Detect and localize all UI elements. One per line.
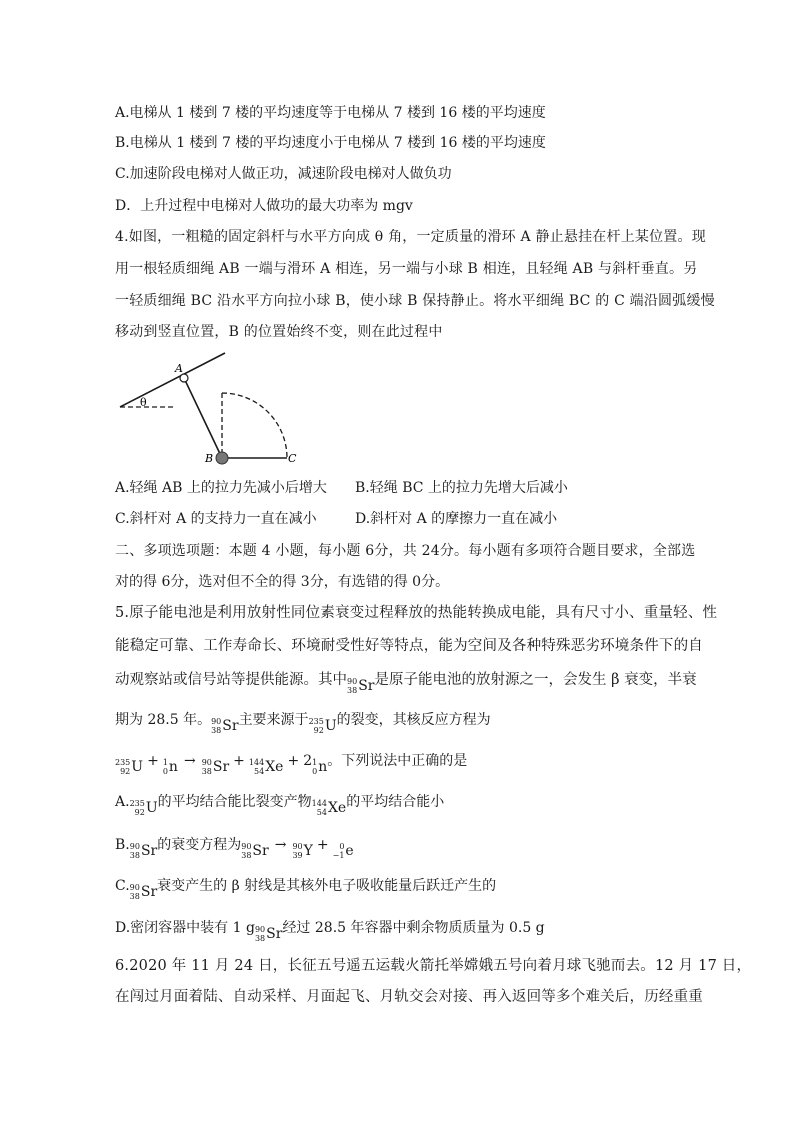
- ring-a: [180, 374, 188, 382]
- q5-line-3-pre: 动观察站或信号站等提供能源。其中: [115, 672, 347, 688]
- q4-option-b: B.轻绳 BC 上的拉力先增大后减小: [355, 480, 568, 496]
- q3-option-b: B.电梯从 1 楼到 7 楼的平均速度小于电梯从 7 楼到 16 楼的平均速度: [115, 135, 546, 151]
- label-a: A: [175, 362, 183, 375]
- nuclide-u: 235 92 U: [115, 758, 144, 776]
- nuclide-u: 235 92 U: [129, 799, 158, 817]
- nuclide-sr: 90 38 Sr: [129, 842, 158, 860]
- nuclide-sr: 90 38 Sr: [129, 883, 158, 901]
- q5-line-4: 期为 28.5 年。 90 38 Sr 主要来源于 235 92 U 的裂变，其核反应方程为: [115, 712, 491, 735]
- section2-line-2: 对的得 6分，选对但不全的得 3分，有选错的得 0分。: [115, 574, 450, 590]
- q5-option-c: C. 90 38 Sr 衰变产生的 β 射线是其核外电子吸收能量后跃迁产生的: [115, 878, 497, 901]
- q4-stem-line-2: 用一根轻质细绳 AB 一端与滑环 A 相连，另一端与小球 B 相连，且轻绳 AB 与斜杆垂直。另: [115, 261, 698, 277]
- nuclide-sr: 90 38 Sr: [211, 717, 239, 735]
- q3-option-a: A.电梯从 1 楼到 7 楼的平均速度等于电梯从 7 楼到 16 楼的平均速度: [115, 105, 546, 121]
- nuclide-xe: 144 54 Xe: [311, 799, 347, 817]
- nuclide-xe: 144 54 Xe: [248, 758, 284, 776]
- section2-line-1: 二、多项选项题：本题 4 小题，每小题 6分，共 24分。每小题有多项符合题目要求，全部选: [115, 543, 696, 559]
- ball-b: [216, 452, 228, 464]
- q4-option-c: C.斜杆对 A 的支持力一直在减小: [115, 511, 317, 527]
- q4-figure: [110, 345, 310, 470]
- q4-stem-line-3: 一轻质细绳 BC 沿水平方向拉小球 B，使小球 B 保持静止。将水平细绳 BC 的 C 端沿圆弧缓慢: [115, 293, 715, 309]
- nuclide-sr: 90 38 Sr: [347, 677, 375, 695]
- nuclide-sr: 90 38 Sr: [241, 842, 269, 860]
- q5-line-3-post: 是原子能电池的放射源之一，会发生 β 衰变，半衰: [374, 672, 697, 688]
- incline-rod: [120, 353, 225, 407]
- q4-stem-line-1: 4.如图，一粗糙的固定斜杆与水平方向成 θ 角，一定质量的滑环 A 静止悬挂在杆上某位置。现: [115, 229, 706, 245]
- q6-line-1: 6.2020 年 11 月 24 日，长征五号遥五运载火箭托举嫦娥五号向着月球飞驰而去。12 月 17 日，: [115, 958, 752, 974]
- label-b: B: [205, 452, 214, 465]
- q5-option-b: B. 90 38 Sr 的衰变方程为 90 38 Sr → 90 39 Y + 0 −1 e: [115, 837, 354, 860]
- q4-option-a: A.轻绳 AB 上的拉力先减小后增大: [115, 480, 327, 496]
- label-c: C: [288, 452, 297, 465]
- q5-line-3: [115, 670, 697, 696]
- arc-path-dashed: [222, 393, 287, 458]
- q3-option-c: C.加速阶段电梯对人做正功，减速阶段电梯对人做负功: [115, 166, 452, 182]
- nuclide-n: 1 0 n: [162, 758, 178, 776]
- nuclide-e: 0 −1 e: [332, 842, 354, 860]
- q3-option-d: D．上升过程中电梯对人做功的最大功率为 mgv: [115, 198, 413, 214]
- q5-reaction-equation: 235 92 U + 1 0 n → 90 38 Sr + 144 54 Xe + 2 1 0 n 。下列说法中正确的是: [115, 753, 468, 776]
- nuclide-n: 1 0 n: [312, 758, 328, 776]
- nuclide-u: 235 92 U: [308, 717, 337, 735]
- q6-line-2: 在闯过月面着陆、自动采样、月面起飞、月轨交会对接、再入返回等多个难关后，历经重重: [115, 989, 703, 1005]
- nuclide-y: 90 39 Y: [292, 842, 313, 860]
- q4-option-d: D.斜杆对 A 的摩擦力一直在减小: [355, 511, 558, 527]
- q5-option-d: D.密闭容器中装有 1 g 90 38 Sr 经过 28.5 年容器中剩余物质质量为 0.5 g: [115, 920, 545, 943]
- q5-line-2: 能稳定可靠、工作寿命长、环境耐受性好等特点，能为空间及各种特殊恶劣环境条件下的自: [115, 638, 703, 654]
- nuclide-sr: 90 38 Sr: [201, 758, 230, 776]
- q5-line-1: 5.原子能电池是利用放射性同位素衰变过程释放的热能转换成电能，具有尺寸小、重量轻、性: [115, 605, 718, 621]
- q5-option-a: A. 235 92 U 的平均结合能比裂变产物 144 54 Xe 的平均结合能小: [115, 794, 445, 817]
- theta-label: θ: [140, 396, 147, 409]
- q4-stem-line-4: 移动到竖直位置，B 的位置始终不变，则在此过程中: [115, 324, 443, 340]
- rope-ab: [184, 378, 222, 458]
- nuclide-sr: 90 38 Sr: [254, 925, 283, 943]
